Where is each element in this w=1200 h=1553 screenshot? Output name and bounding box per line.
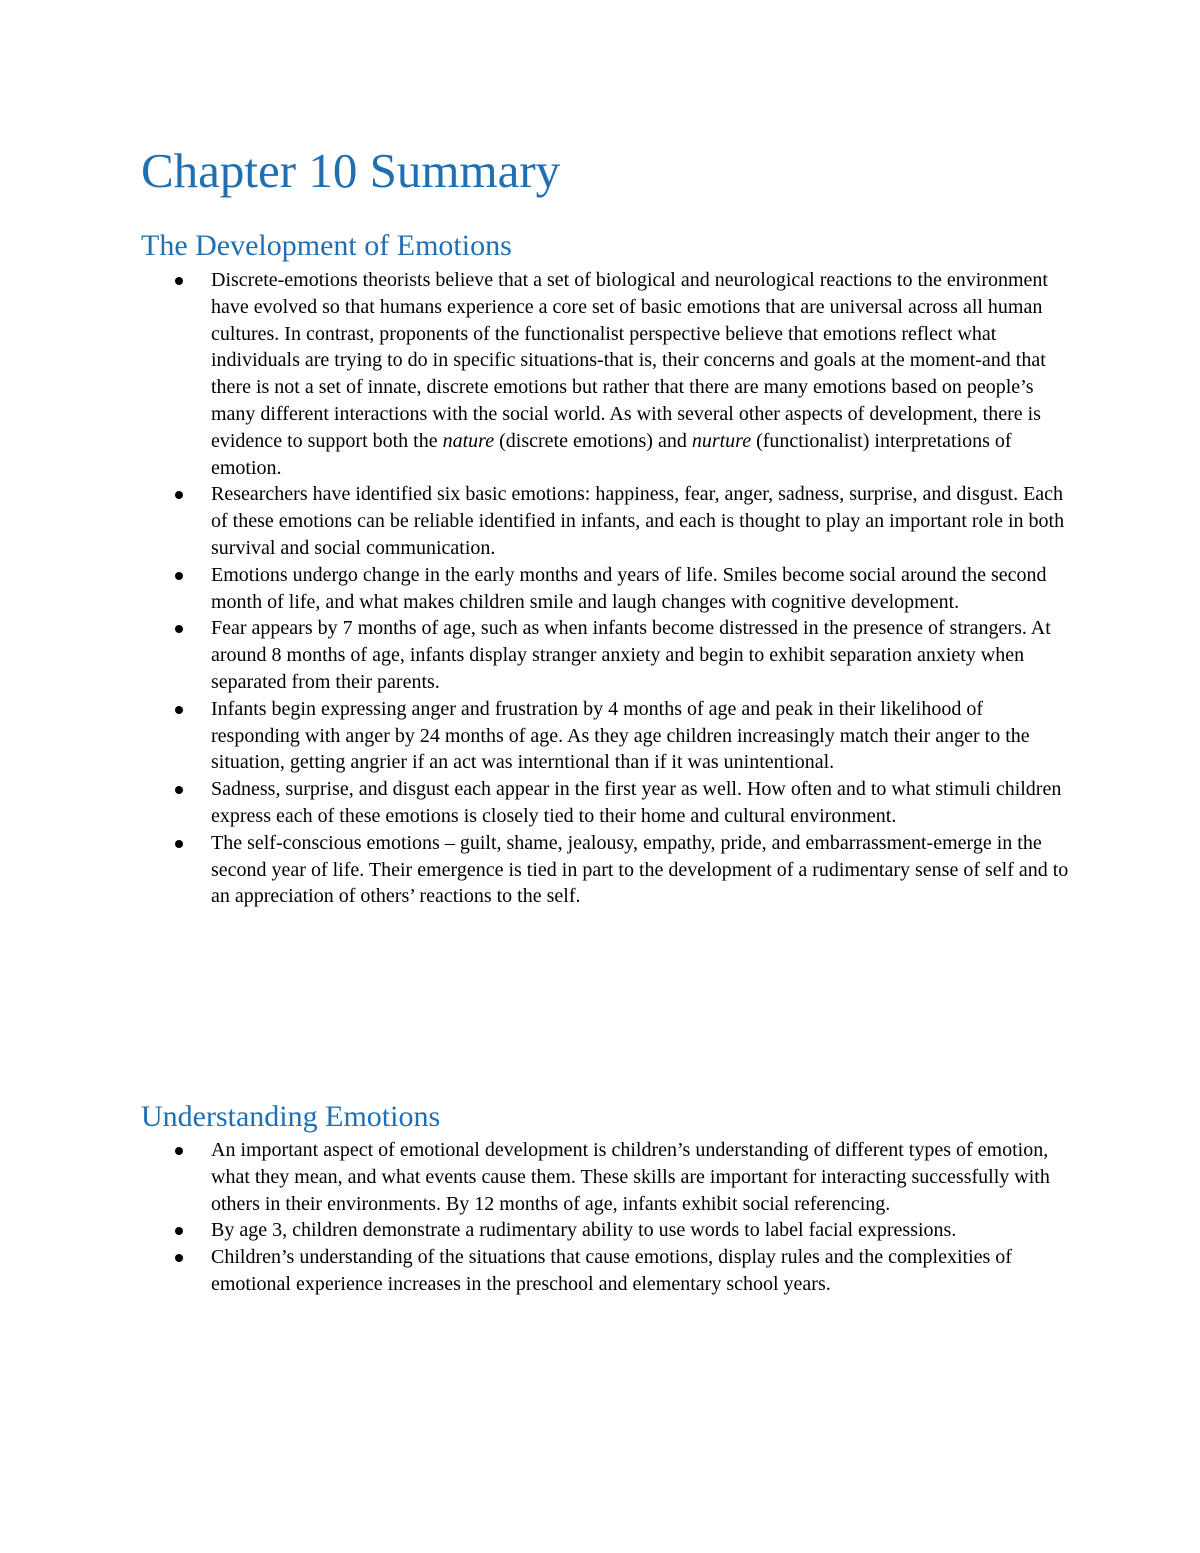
list-item <box>211 481 1071 561</box>
bullet-list-development <box>211 267 1071 910</box>
emphasis-text: nurture <box>691 429 752 452</box>
list-item-text: Children’s understanding of the situations that cause emotions, display rules and the complexities of emotional experience increases in the preschool and elementary school years. <box>211 1246 1012 1295</box>
list-item-text: Emotions undergo change in the early months and years of life. Smiles become social around the second month of life, and what makes children smile and laugh changes with cognitive development. <box>211 563 1047 613</box>
list-item <box>211 562 1071 616</box>
bullet-icon <box>175 277 183 285</box>
emphasis-text: nature <box>442 429 495 452</box>
list-item-text: Sadness, surprise, and disgust each appear in the first year as well. How often and to what stimuli children express each of these emotions is closely tied to their home and cultural environment. <box>211 778 1062 827</box>
list-item <box>211 615 1071 695</box>
bullet-icon <box>175 840 183 848</box>
bullet-icon <box>175 572 183 580</box>
list-item <box>211 696 1071 776</box>
bullet-icon <box>175 491 183 499</box>
bullet-icon <box>175 706 183 714</box>
bullet-icon <box>175 625 183 633</box>
list-item-text: An important aspect of emotional development is children’s understanding of different types of emotion, what they mean, and what events cause them. These skills are important for interacting successfully with others in their environments. By 12 months of age, infants exhibit social referencing. <box>211 1139 1050 1215</box>
list-item-text: (functionalist) interpretations of emotion. <box>211 429 1012 479</box>
list-item-text: Researchers have identified six basic emotions: happiness, fear, anger, sadness, surprise, and disgust. Each of these emotions can be reliable identified in infants, and each is thought to play an important role in both survival and social communication. <box>211 483 1065 559</box>
bullet-icon <box>175 1254 183 1262</box>
bullet-icon <box>175 1147 183 1155</box>
list-item-text: Fear appears by 7 months of age, such as when infants become distressed in the presence of strangers. At around 8 months of age, infants display stranger anxiety and begin to exhibit separation anxiety when separated from their parents. <box>211 617 1051 693</box>
bullet-list-understanding <box>211 1137 1071 1298</box>
list-item-text: Infants begin expressing anger and frustration by 4 months of age and peak in their likelihood of responding with anger by 24 months of age. As they age children increasingly match their anger to the situation, getting angrier if an act was interntional than if it was unintentional. <box>211 697 1030 774</box>
list-item <box>211 1137 1071 1217</box>
list-item-text: Discrete-emotions theorists believe that a set of biological and neurological reactions to the environment have evolved so that humans experience a core set of basic emotions that are universal across all human cultures. In contrast, proponents of the functionalist perspective believe that emotions reflect what individuals are trying to do in specific situations-that is, their concerns and goals at the moment-and that there is not a set of innate, discrete emotions but rather that there are many emotions based on people’s many different interactions with the social world. As with several other aspects of development, there is evidence to support both the <box>211 269 1048 452</box>
list-item-text: The self-conscious emotions – guilt, shame, jealousy, empathy, pride, and embarrassment-emerge in the second year of life. Their emergence is tied in part to the development of a rudimentary sense of self and to an appreciation of others’ reactions to the self. <box>211 831 1069 908</box>
list-item-text: (discrete emotions) and <box>494 429 692 452</box>
page-title: Chapter 10 Summary <box>141 143 561 198</box>
list-item <box>211 1217 1071 1244</box>
bullet-icon <box>175 786 183 794</box>
section-heading-understanding: Understanding Emotions <box>141 1100 441 1133</box>
list-item <box>211 776 1071 830</box>
bullet-icon <box>175 1227 183 1235</box>
list-item <box>211 267 1071 481</box>
section-heading-development: The Development of Emotions <box>141 229 512 262</box>
list-item <box>211 1244 1071 1298</box>
list-item-text: By age 3, children demonstrate a rudimentary ability to use words to label facial expressions. <box>211 1219 957 1242</box>
list-item <box>211 830 1071 910</box>
